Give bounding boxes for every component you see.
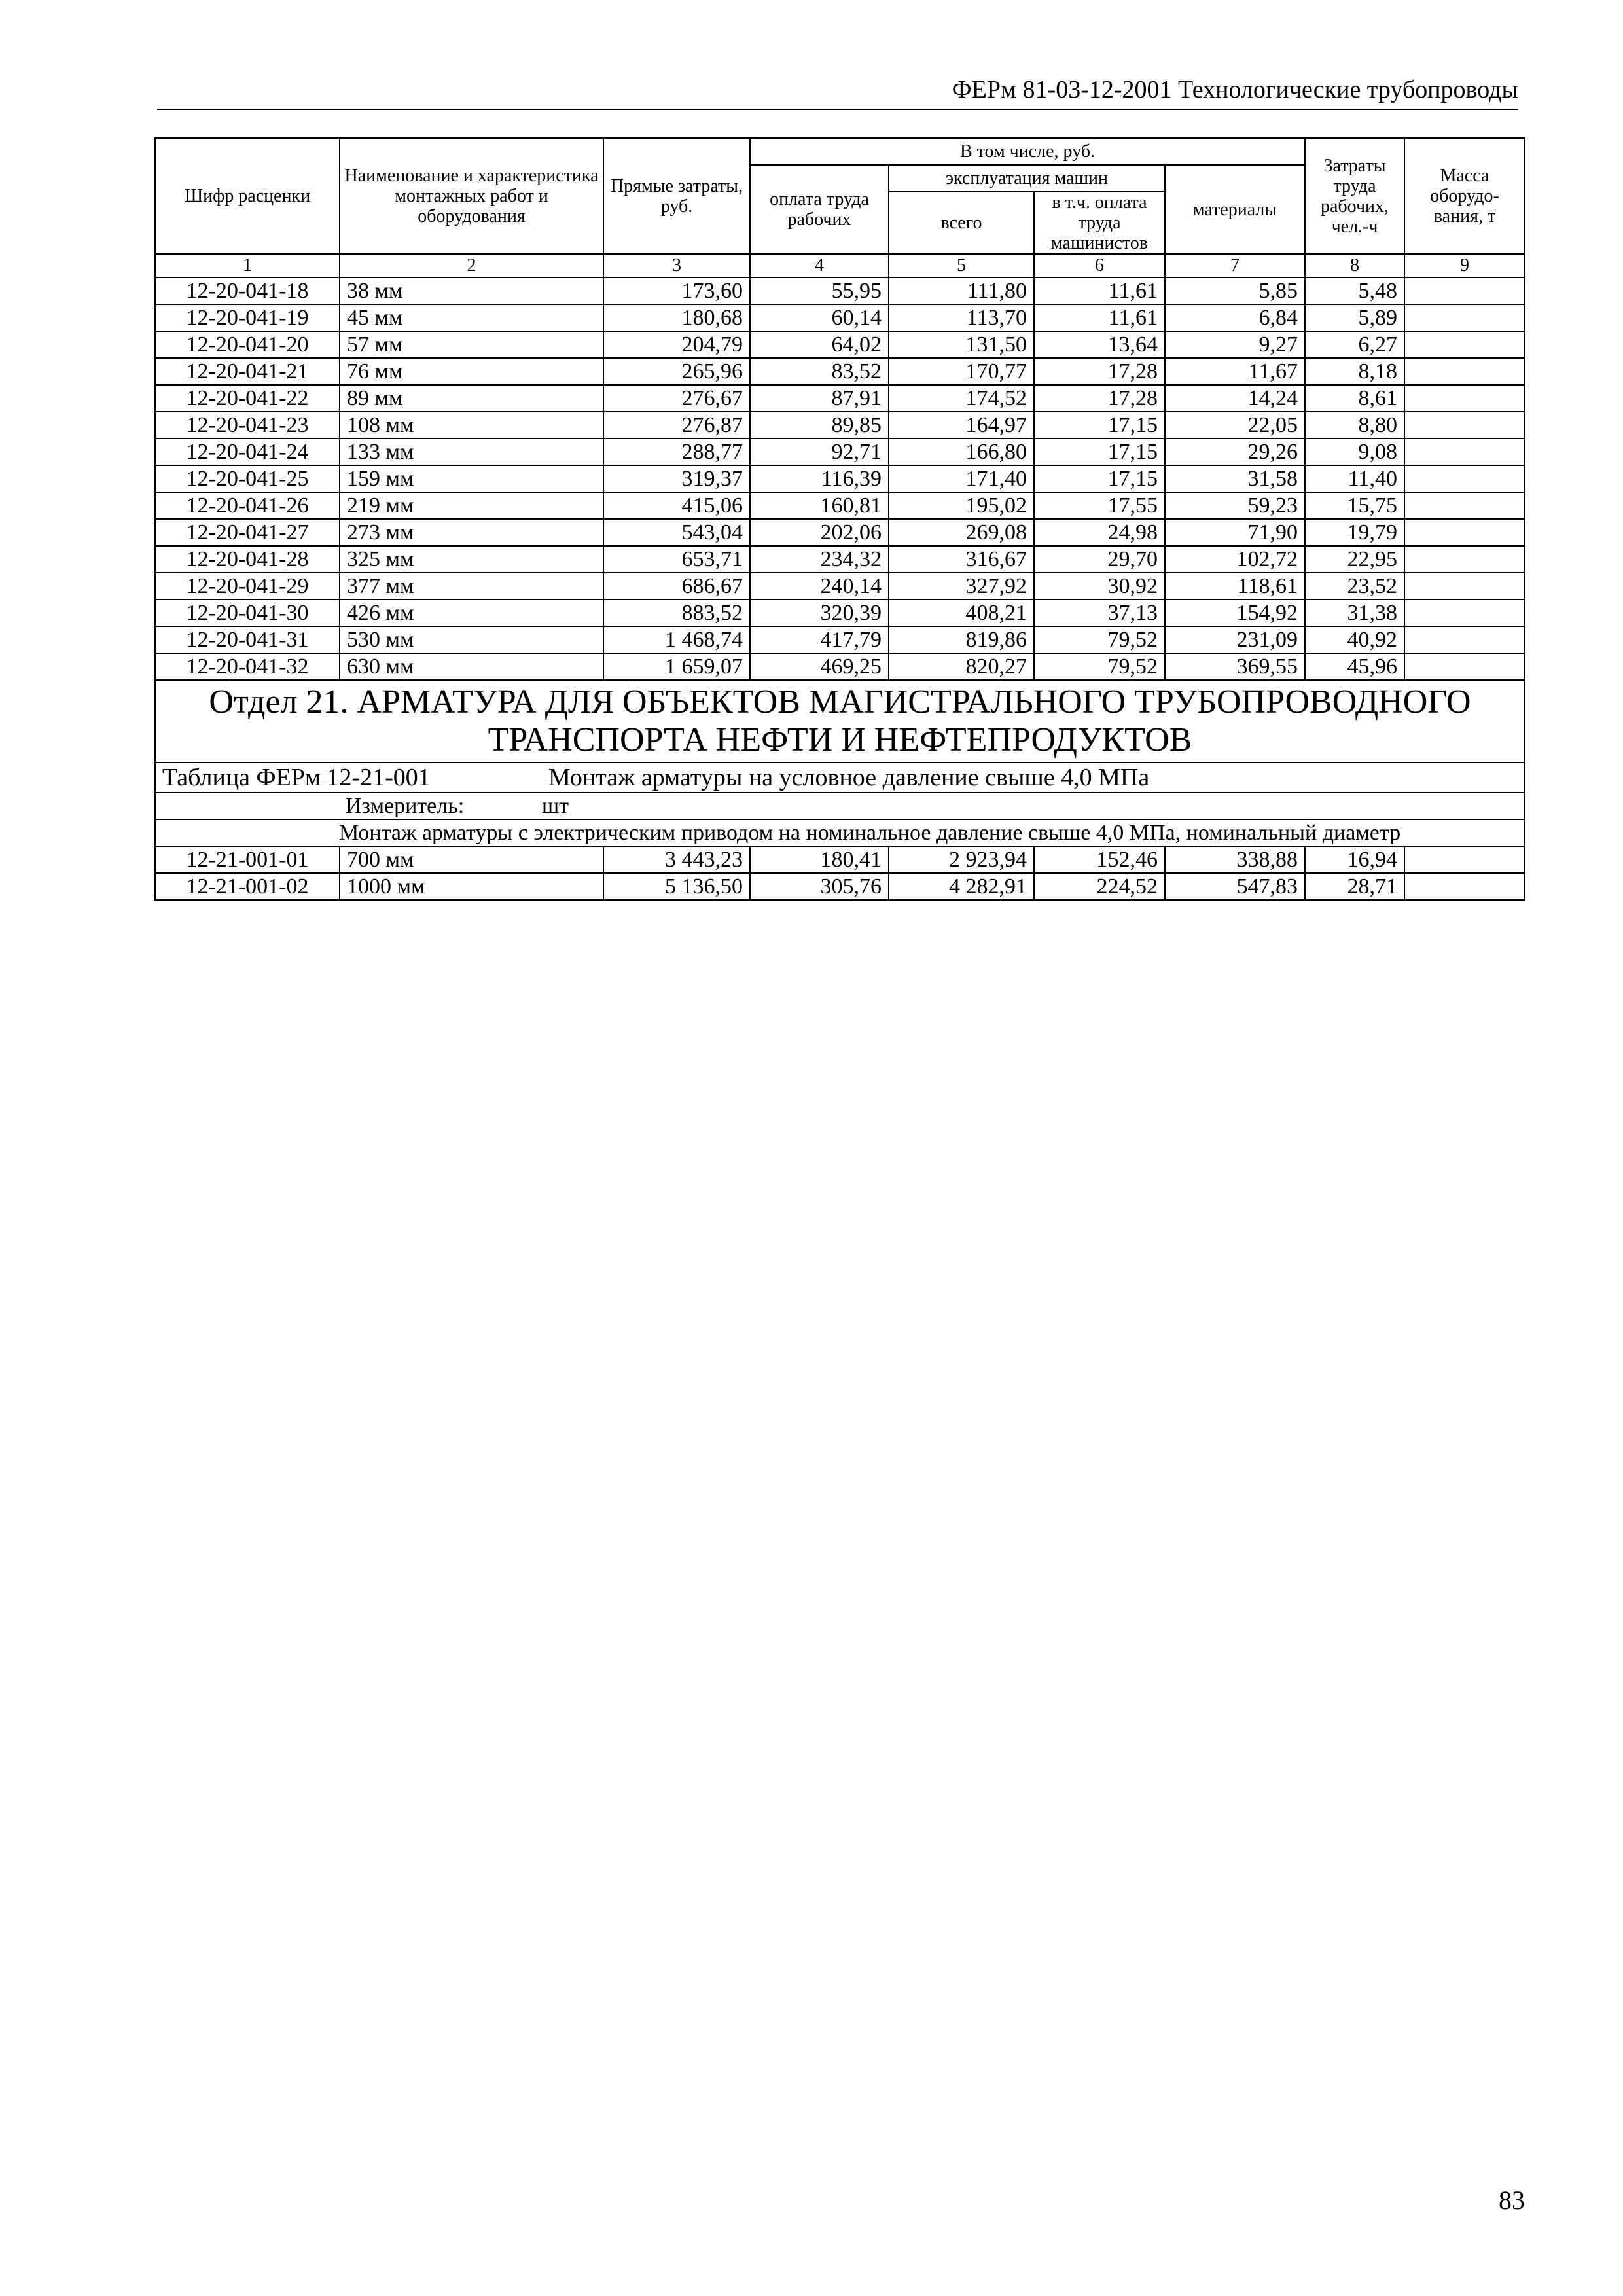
work-name-cell: 325 мм <box>340 546 603 573</box>
work-name-cell: 89 мм <box>340 385 603 412</box>
section-title: Отдел 21. АРМАТУРА ДЛЯ ОБЪЕКТОВ МАГИСТРАЛЬНОГО ТРУБОПРОВОДНОГО ТРАНСПОРТА НЕФТИ И НЕФТЕПРОДУКТОВ <box>155 680 1525 762</box>
work-name-cell: 108 мм <box>340 412 603 439</box>
labor-hours-cell: 22,95 <box>1305 546 1404 573</box>
direct-costs-cell: 543,04 <box>603 519 750 546</box>
labor-pay-cell: 320,39 <box>750 600 889 626</box>
equipment-mass-cell <box>1404 278 1525 304</box>
section-block <box>155 680 1525 846</box>
running-header <box>157 73 1518 110</box>
labor-hours-cell: 8,18 <box>1305 358 1404 385</box>
labor-pay-cell: 92,71 <box>750 439 889 465</box>
rate-code-cell: 12-20-041-29 <box>155 573 340 600</box>
direct-costs-cell: 265,96 <box>603 358 750 385</box>
machinists-pay-cell: 152,46 <box>1034 846 1165 873</box>
rates-table <box>154 137 1525 901</box>
labor-pay-cell: 83,52 <box>750 358 889 385</box>
rate-code-cell: 12-20-041-20 <box>155 331 340 358</box>
labor-hours-cell: 19,79 <box>1305 519 1404 546</box>
table-row <box>155 412 1525 439</box>
labor-hours-cell: 6,27 <box>1305 331 1404 358</box>
rate-code-cell: 12-20-041-26 <box>155 492 340 519</box>
rate-code-cell: 12-20-041-21 <box>155 358 340 385</box>
rate-code-cell: 12-20-041-28 <box>155 546 340 573</box>
machinists-pay-cell: 224,52 <box>1034 873 1165 900</box>
materials-cell: 369,55 <box>1165 653 1305 680</box>
labor-hours-cell: 9,08 <box>1305 439 1404 465</box>
table-row <box>155 358 1525 385</box>
rate-code-cell: 12-21-001-02 <box>155 873 340 900</box>
labor-hours-cell: 5,48 <box>1305 278 1404 304</box>
materials-cell: 59,23 <box>1165 492 1305 519</box>
labor-hours-cell: 45,96 <box>1305 653 1404 680</box>
machines-total-cell: 820,27 <box>889 653 1034 680</box>
subheading: Монтаж арматуры с электрическим приводом на номинальное давление свыше 4,0 МПа, номинальный диаметр <box>155 819 1525 846</box>
equipment-mass-cell <box>1404 331 1525 358</box>
header-machinists-pay: в т.ч. оплата труда машинистов <box>1034 192 1165 254</box>
labor-hours-cell: 23,52 <box>1305 573 1404 600</box>
rate-code-cell: 12-20-041-18 <box>155 278 340 304</box>
machinists-pay-cell: 17,28 <box>1034 385 1165 412</box>
machines-total-cell: 171,40 <box>889 465 1034 492</box>
column-number: 6 <box>1034 254 1165 278</box>
table-body <box>155 278 1525 680</box>
materials-cell: 14,24 <box>1165 385 1305 412</box>
equipment-mass-cell <box>1404 304 1525 331</box>
direct-costs-cell: 276,87 <box>603 412 750 439</box>
machines-total-cell: 111,80 <box>889 278 1034 304</box>
rate-code-cell: 12-20-041-24 <box>155 439 340 465</box>
machines-total-cell: 164,97 <box>889 412 1034 439</box>
machinists-pay-cell: 11,61 <box>1034 304 1165 331</box>
labor-pay-cell: 180,41 <box>750 846 889 873</box>
labor-pay-cell: 469,25 <box>750 653 889 680</box>
unit-row <box>155 793 1525 819</box>
header-code: Шифр расценки <box>155 138 340 254</box>
machines-total-cell: 131,50 <box>889 331 1034 358</box>
labor-hours-cell: 11,40 <box>1305 465 1404 492</box>
table-name: Монтаж арматуры на условное давление свыше 4,0 МПа <box>548 763 1150 791</box>
header-machines: эксплуатация машин <box>889 165 1165 192</box>
machines-total-cell: 269,08 <box>889 519 1034 546</box>
machines-total-cell: 170,77 <box>889 358 1034 385</box>
materials-cell: 547,83 <box>1165 873 1305 900</box>
labor-pay-cell: 417,79 <box>750 626 889 653</box>
table-header <box>155 138 1525 278</box>
header-equipment-mass: Масса оборудо-вания, т <box>1404 138 1525 254</box>
machinists-pay-cell: 29,70 <box>1034 546 1165 573</box>
materials-cell: 29,26 <box>1165 439 1305 465</box>
materials-cell: 11,67 <box>1165 358 1305 385</box>
running-header-title: ФЕРм 81-03-12-2001 Технологические трубопроводы <box>952 76 1518 103</box>
header-materials: материалы <box>1165 165 1305 254</box>
equipment-mass-cell <box>1404 465 1525 492</box>
work-name-cell: 377 мм <box>340 573 603 600</box>
labor-pay-cell: 87,91 <box>750 385 889 412</box>
table-row <box>155 546 1525 573</box>
machines-total-cell: 327,92 <box>889 573 1034 600</box>
machines-total-cell: 2 923,94 <box>889 846 1034 873</box>
column-number: 5 <box>889 254 1034 278</box>
materials-cell: 118,61 <box>1165 573 1305 600</box>
work-name-cell: 530 мм <box>340 626 603 653</box>
equipment-mass-cell <box>1404 653 1525 680</box>
column-number: 9 <box>1404 254 1525 278</box>
table-row <box>155 385 1525 412</box>
labor-hours-cell: 31,38 <box>1305 600 1404 626</box>
table-row <box>155 600 1525 626</box>
labor-pay-cell: 116,39 <box>750 465 889 492</box>
direct-costs-cell: 1 468,74 <box>603 626 750 653</box>
column-number: 4 <box>750 254 889 278</box>
rate-code-cell: 12-20-041-23 <box>155 412 340 439</box>
machines-total-cell: 4 282,91 <box>889 873 1034 900</box>
equipment-mass-cell <box>1404 358 1525 385</box>
direct-costs-cell: 276,67 <box>603 385 750 412</box>
materials-cell: 31,58 <box>1165 465 1305 492</box>
machinists-pay-cell: 13,64 <box>1034 331 1165 358</box>
machinists-pay-cell: 17,28 <box>1034 358 1165 385</box>
direct-costs-cell: 686,67 <box>603 573 750 600</box>
header-machines-total: всего <box>889 192 1034 254</box>
equipment-mass-cell <box>1404 846 1525 873</box>
rate-code-cell: 12-20-041-27 <box>155 519 340 546</box>
work-name-cell: 426 мм <box>340 600 603 626</box>
direct-costs-cell: 3 443,23 <box>603 846 750 873</box>
labor-hours-cell: 16,94 <box>1305 846 1404 873</box>
unit-value: шт <box>542 794 569 818</box>
work-name-cell: 45 мм <box>340 304 603 331</box>
labor-pay-cell: 240,14 <box>750 573 889 600</box>
column-number: 8 <box>1305 254 1404 278</box>
machines-total-cell: 316,67 <box>889 546 1034 573</box>
header-labor-pay: оплата труда рабочих <box>750 165 889 254</box>
equipment-mass-cell <box>1404 519 1525 546</box>
materials-cell: 338,88 <box>1165 846 1305 873</box>
machines-total-cell: 195,02 <box>889 492 1034 519</box>
rate-code-cell: 12-20-041-22 <box>155 385 340 412</box>
direct-costs-cell: 288,77 <box>603 439 750 465</box>
labor-hours-cell: 28,71 <box>1305 873 1404 900</box>
machinists-pay-cell: 17,15 <box>1034 465 1165 492</box>
direct-costs-cell: 653,71 <box>603 546 750 573</box>
labor-pay-cell: 60,14 <box>750 304 889 331</box>
header-including: В том числе, руб. <box>750 138 1305 165</box>
header-labor-hours: Затраты труда рабочих, чел.-ч <box>1305 138 1404 254</box>
direct-costs-cell: 319,37 <box>603 465 750 492</box>
materials-cell: 9,27 <box>1165 331 1305 358</box>
rate-code-cell: 12-20-041-30 <box>155 600 340 626</box>
column-number: 1 <box>155 254 340 278</box>
labor-pay-cell: 89,85 <box>750 412 889 439</box>
table-title-row <box>155 762 1525 793</box>
materials-cell: 71,90 <box>1165 519 1305 546</box>
machines-total-cell: 174,52 <box>889 385 1034 412</box>
table-row <box>155 465 1525 492</box>
rate-code-cell: 12-20-041-32 <box>155 653 340 680</box>
rate-code-cell: 12-20-041-31 <box>155 626 340 653</box>
labor-pay-cell: 55,95 <box>750 278 889 304</box>
table-row <box>155 439 1525 465</box>
table-row <box>155 278 1525 304</box>
table-row <box>155 653 1525 680</box>
table-row <box>155 626 1525 653</box>
machines-total-cell: 113,70 <box>889 304 1034 331</box>
work-name-cell: 57 мм <box>340 331 603 358</box>
labor-hours-cell: 8,61 <box>1305 385 1404 412</box>
equipment-mass-cell <box>1404 412 1525 439</box>
direct-costs-cell: 173,60 <box>603 278 750 304</box>
column-number: 7 <box>1165 254 1305 278</box>
labor-pay-cell: 202,06 <box>750 519 889 546</box>
work-name-cell: 273 мм <box>340 519 603 546</box>
equipment-mass-cell <box>1404 600 1525 626</box>
table-row <box>155 573 1525 600</box>
equipment-mass-cell <box>1404 573 1525 600</box>
labor-hours-cell: 40,92 <box>1305 626 1404 653</box>
page-number: 83 <box>1499 2185 1525 2215</box>
rate-code-cell: 12-20-041-19 <box>155 304 340 331</box>
table-row <box>155 304 1525 331</box>
table-row <box>155 873 1525 900</box>
work-name-cell: 159 мм <box>340 465 603 492</box>
equipment-mass-cell <box>1404 385 1525 412</box>
labor-pay-cell: 305,76 <box>750 873 889 900</box>
machines-total-cell: 408,21 <box>889 600 1034 626</box>
column-number: 3 <box>603 254 750 278</box>
materials-cell: 102,72 <box>1165 546 1305 573</box>
column-number: 2 <box>340 254 603 278</box>
labor-hours-cell: 5,89 <box>1305 304 1404 331</box>
work-name-cell: 76 мм <box>340 358 603 385</box>
table-code: Таблица ФЕРм 12-21-001 <box>162 763 431 791</box>
materials-cell: 22,05 <box>1165 412 1305 439</box>
equipment-mass-cell <box>1404 546 1525 573</box>
labor-pay-cell: 160,81 <box>750 492 889 519</box>
direct-costs-cell: 204,79 <box>603 331 750 358</box>
machinists-pay-cell: 11,61 <box>1034 278 1165 304</box>
labor-pay-cell: 234,32 <box>750 546 889 573</box>
materials-cell: 231,09 <box>1165 626 1305 653</box>
materials-cell: 5,85 <box>1165 278 1305 304</box>
direct-costs-cell: 180,68 <box>603 304 750 331</box>
work-name-cell: 133 мм <box>340 439 603 465</box>
equipment-mass-cell <box>1404 439 1525 465</box>
unit-label: Измеритель: <box>346 794 465 818</box>
direct-costs-cell: 415,06 <box>603 492 750 519</box>
work-name-cell: 700 мм <box>340 846 603 873</box>
machinists-pay-cell: 37,13 <box>1034 600 1165 626</box>
column-numbers-row <box>155 254 1525 278</box>
materials-cell: 6,84 <box>1165 304 1305 331</box>
machinists-pay-cell: 79,52 <box>1034 653 1165 680</box>
work-name-cell: 630 мм <box>340 653 603 680</box>
machines-total-cell: 819,86 <box>889 626 1034 653</box>
direct-costs-cell: 883,52 <box>603 600 750 626</box>
rate-code-cell: 12-20-041-25 <box>155 465 340 492</box>
machines-total-cell: 166,80 <box>889 439 1034 465</box>
header-name: Наименование и характеристика монтажных работ и оборудования <box>340 138 603 254</box>
table-row <box>155 846 1525 873</box>
table-row <box>155 519 1525 546</box>
direct-costs-cell: 5 136,50 <box>603 873 750 900</box>
rate-code-cell: 12-21-001-01 <box>155 846 340 873</box>
materials-cell: 154,92 <box>1165 600 1305 626</box>
work-name-cell: 1000 мм <box>340 873 603 900</box>
table-body-section-21 <box>155 846 1525 900</box>
table-row <box>155 492 1525 519</box>
direct-costs-cell: 1 659,07 <box>603 653 750 680</box>
labor-pay-cell: 64,02 <box>750 331 889 358</box>
labor-hours-cell: 8,80 <box>1305 412 1404 439</box>
work-name-cell: 38 мм <box>340 278 603 304</box>
equipment-mass-cell <box>1404 492 1525 519</box>
equipment-mass-cell <box>1404 626 1525 653</box>
machinists-pay-cell: 17,55 <box>1034 492 1165 519</box>
equipment-mass-cell <box>1404 873 1525 900</box>
machinists-pay-cell: 17,15 <box>1034 412 1165 439</box>
header-direct-costs: Прямые затраты, руб. <box>603 138 750 254</box>
work-name-cell: 219 мм <box>340 492 603 519</box>
machinists-pay-cell: 24,98 <box>1034 519 1165 546</box>
labor-hours-cell: 15,75 <box>1305 492 1404 519</box>
machinists-pay-cell: 30,92 <box>1034 573 1165 600</box>
machinists-pay-cell: 79,52 <box>1034 626 1165 653</box>
table-row <box>155 331 1525 358</box>
machinists-pay-cell: 17,15 <box>1034 439 1165 465</box>
